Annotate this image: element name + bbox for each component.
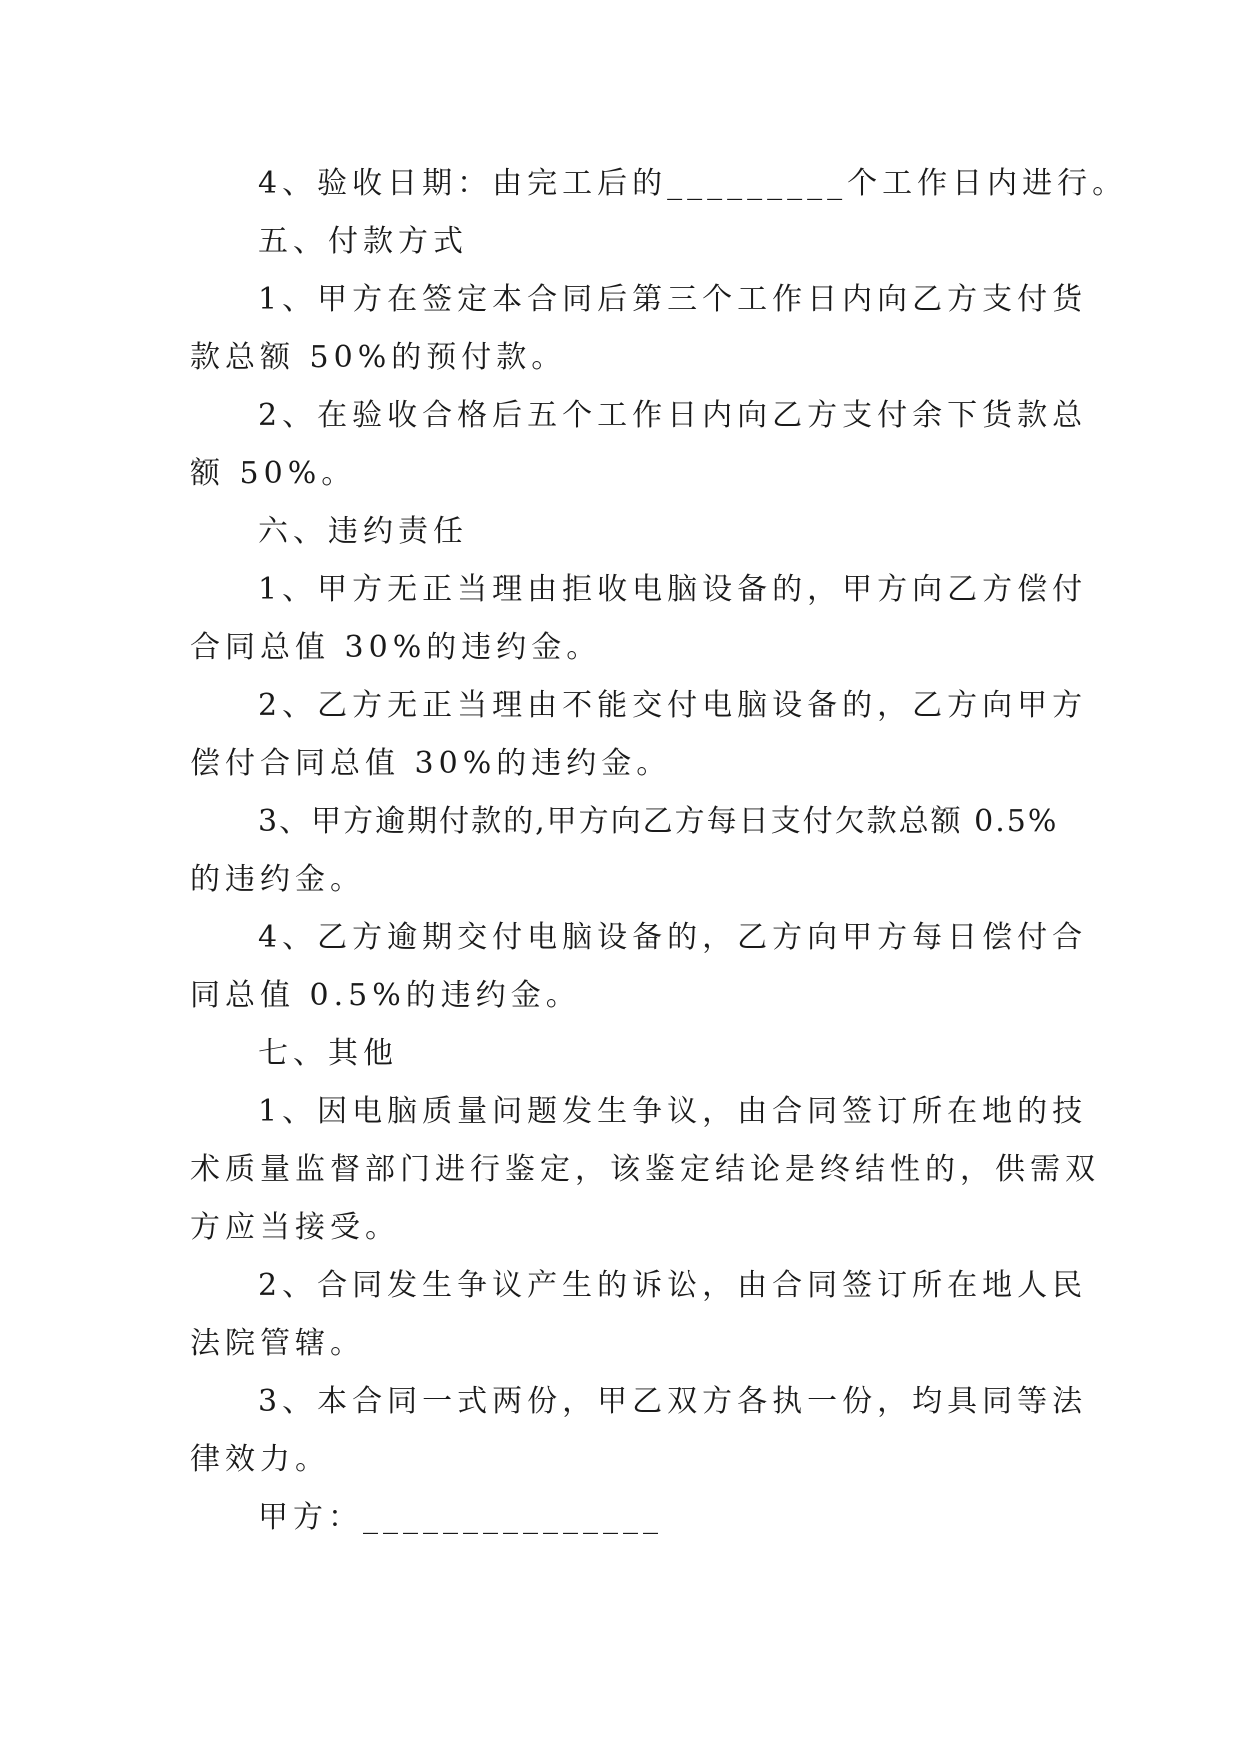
other-clause-3-cont: 律效力。 (190, 1442, 330, 1477)
liability-clause-2: 2、乙方无正当理由不能交付电脑设备的，乙方向甲方 (258, 688, 1088, 723)
liability-clause-2-cont: 偿付合同总值 30%的违约金。 (190, 746, 672, 781)
party-a-signature-line: 甲方：_______________ (258, 1500, 663, 1535)
payment-clause-2-cont: 额 50%。 (190, 456, 357, 491)
section-heading-liability: 六、违约责任 (258, 514, 468, 549)
other-clause-2: 2、合同发生争议产生的诉讼，由合同签订所在地人民 (258, 1268, 1088, 1303)
liability-clause-1-cont: 合同总值 30%的违约金。 (190, 630, 602, 665)
other-clause-3: 3、本合同一式两份，甲乙双方各执一份，均具同等法 (258, 1384, 1088, 1419)
payment-clause-2: 2、在验收合格后五个工作日内向乙方支付余下货款总 (258, 398, 1088, 433)
liability-clause-1: 1、甲方无正当理由拒收电脑设备的，甲方向乙方偿付 (258, 572, 1088, 607)
other-clause-1-cont-2: 方应当接受。 (190, 1210, 400, 1245)
other-clause-1-cont: 术质量监督部门进行鉴定，该鉴定结论是终结性的，供需双 (190, 1152, 1100, 1187)
other-clause-1: 1、因电脑质量问题发生争议，由合同签订所在地的技 (258, 1094, 1088, 1129)
other-clause-2-cont: 法院管辖。 (190, 1326, 365, 1361)
liability-clause-4-cont: 同总值 0.5%的违约金。 (190, 978, 581, 1013)
payment-clause-1-cont: 款总额 50%的预付款。 (190, 340, 567, 375)
section-heading-other: 七、其他 (258, 1036, 398, 1071)
liability-clause-3-cont: 的违约金。 (190, 862, 365, 897)
payment-clause-1: 1、甲方在签定本合同后第三个工作日内向乙方支付货 (258, 282, 1088, 317)
liability-clause-3: 3、甲方逾期付款的,甲方向乙方每日支付欠款总额 0.5% (258, 804, 1059, 839)
acceptance-date-clause: 4、验收日期：由完工后的_________个工作日内进行。 (258, 166, 1128, 201)
liability-clause-4: 4、乙方逾期交付电脑设备的，乙方向甲方每日偿付合 (258, 920, 1088, 955)
section-heading-payment: 五、付款方式 (258, 224, 468, 259)
